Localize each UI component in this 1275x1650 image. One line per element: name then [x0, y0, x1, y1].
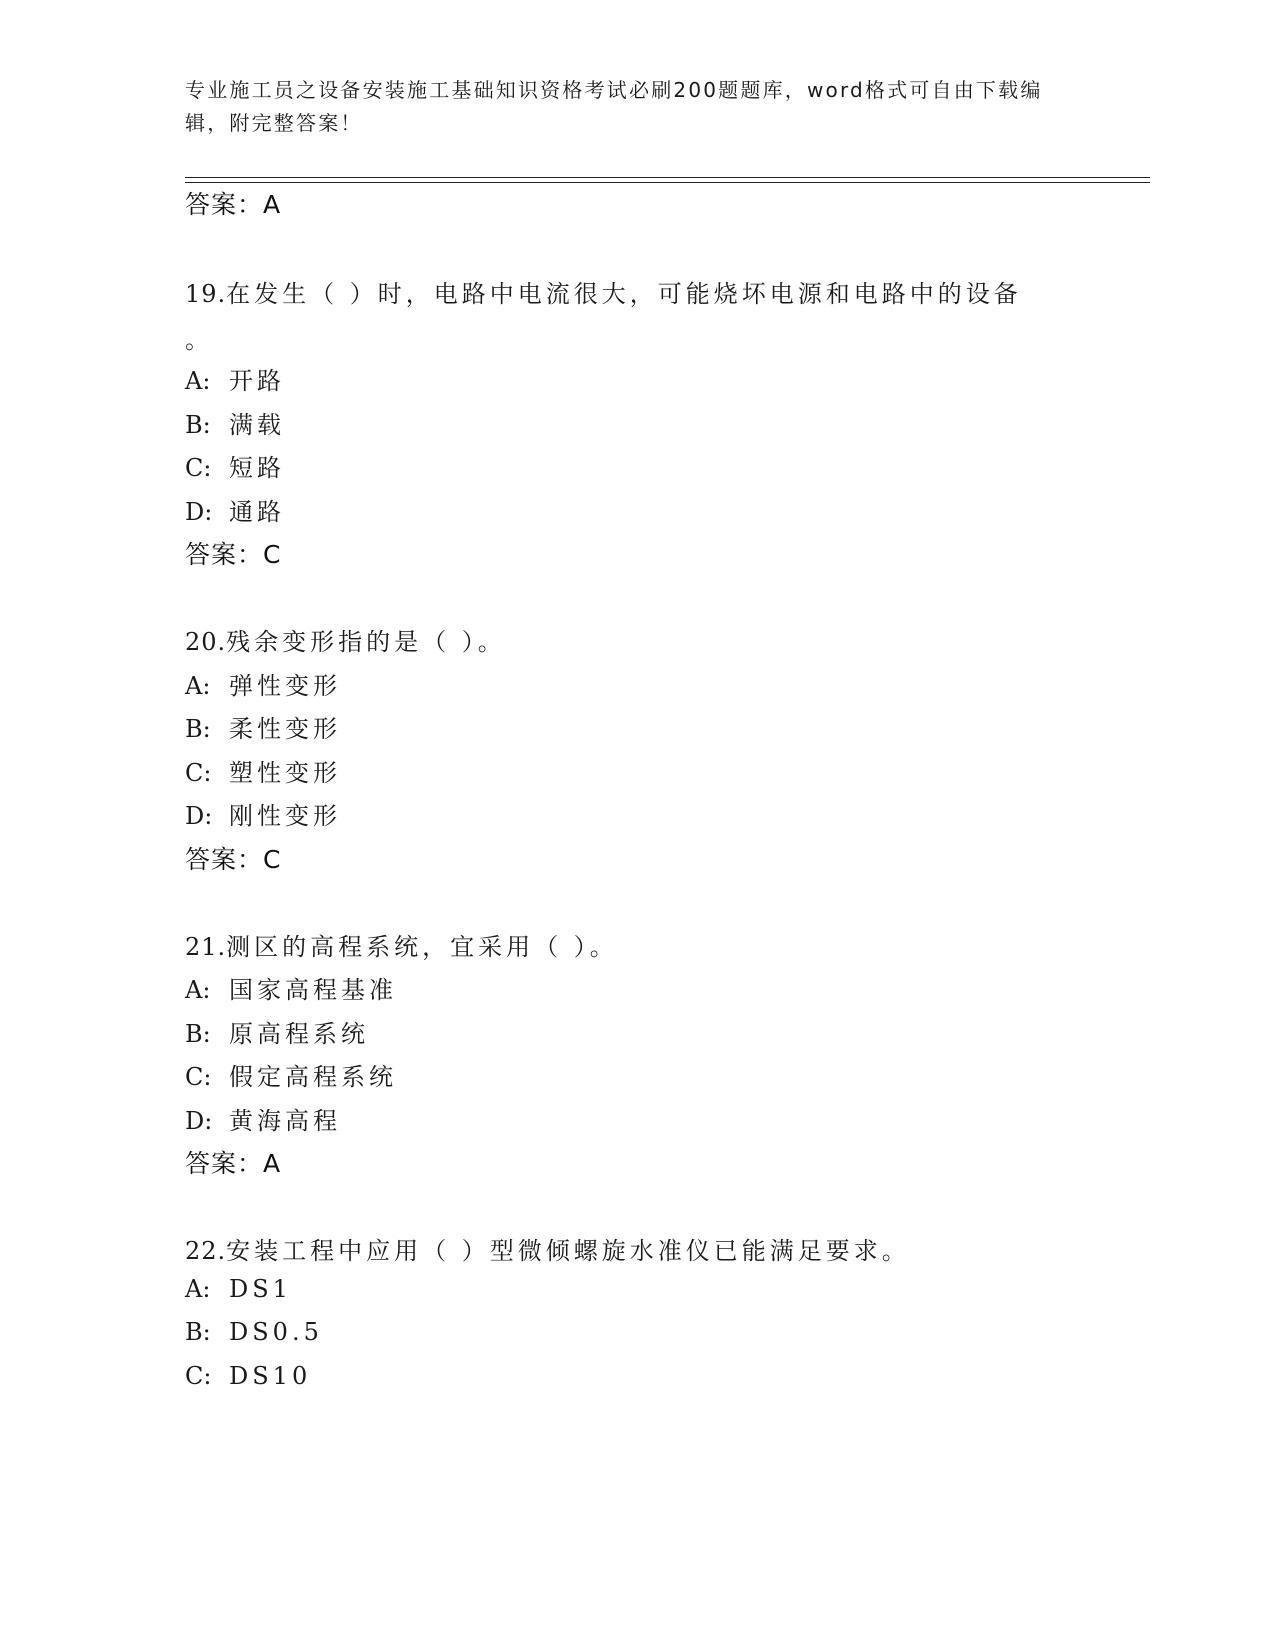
question-stem	[185, 622, 506, 657]
option-text: 短路	[229, 454, 285, 482]
option-text: DS1	[229, 1275, 292, 1303]
option-c	[185, 1057, 397, 1092]
option-label: A:	[185, 367, 211, 395]
option-d	[185, 796, 341, 831]
document-header: 专业施工员之设备安装施工基础知识资格考试必刷200题题库，word格式可自由下载编辑，附完整答案！	[185, 78, 1043, 135]
option-c	[185, 448, 285, 483]
option-label: A:	[185, 672, 211, 700]
previous-answer: 答案：A	[185, 190, 282, 219]
option-text: DS0.5	[229, 1318, 323, 1346]
question-stem-continuation: 。	[185, 326, 213, 354]
question-stem	[185, 927, 618, 962]
option-label: C:	[185, 454, 212, 482]
option-text: 通路	[229, 498, 285, 526]
option-label: D:	[185, 498, 213, 526]
option-label: C:	[185, 1362, 212, 1390]
option-label: D:	[185, 802, 213, 830]
question-text: 测区的高程系统，宜采用（ ）。	[226, 933, 618, 961]
option-b	[185, 405, 285, 440]
option-a	[185, 1275, 292, 1303]
option-label: B:	[185, 1020, 211, 1048]
option-a	[185, 361, 285, 396]
question-text: 安装工程中应用（ ）型微倾螺旋水准仪已能满足要求。	[226, 1237, 910, 1265]
question-number: 20.	[185, 628, 227, 656]
option-text: 原高程系统	[229, 1020, 369, 1048]
option-label: A:	[185, 976, 211, 1004]
option-b	[185, 1318, 323, 1346]
answer-line: 答案：C	[185, 540, 282, 569]
option-d	[185, 1101, 341, 1136]
question-text: 残余变形指的是（ ）。	[226, 628, 506, 656]
answer-line: 答案：A	[185, 1149, 282, 1178]
option-d	[185, 492, 285, 527]
question-text: 在发生（ ）时，电路中电流很大，可能烧坏电源和电路中的设备	[226, 280, 1022, 308]
option-b	[185, 1014, 369, 1049]
option-label: D:	[185, 1107, 213, 1135]
question-number: 21.	[185, 933, 227, 961]
option-a	[185, 666, 341, 701]
option-b	[185, 709, 341, 744]
option-label: B:	[185, 411, 211, 439]
option-a	[185, 970, 397, 1005]
option-text: 刚性变形	[229, 802, 341, 830]
option-c	[185, 1362, 311, 1390]
question-number: 22.	[185, 1237, 227, 1265]
option-label: A:	[185, 1275, 211, 1303]
option-label: C:	[185, 759, 212, 787]
option-text: DS10	[229, 1362, 312, 1390]
option-c	[185, 753, 341, 788]
option-text: 弹性变形	[229, 672, 341, 700]
option-text: 国家高程基准	[229, 976, 397, 1004]
header-divider-second	[185, 182, 1150, 183]
question-stem	[185, 1231, 910, 1266]
answer-line: 答案：C	[185, 845, 282, 874]
option-text: 柔性变形	[229, 715, 341, 743]
option-label: B:	[185, 1318, 211, 1346]
option-text: 黄海高程	[229, 1107, 341, 1135]
question-number: 19.	[185, 280, 227, 308]
question-stem	[185, 274, 1022, 309]
option-label: B:	[185, 715, 211, 743]
option-text: 满载	[229, 411, 285, 439]
option-text: 开路	[229, 367, 285, 395]
option-label: C:	[185, 1063, 212, 1091]
option-text: 塑性变形	[229, 759, 341, 787]
header-divider	[185, 177, 1150, 178]
option-text: 假定高程系统	[229, 1063, 397, 1091]
